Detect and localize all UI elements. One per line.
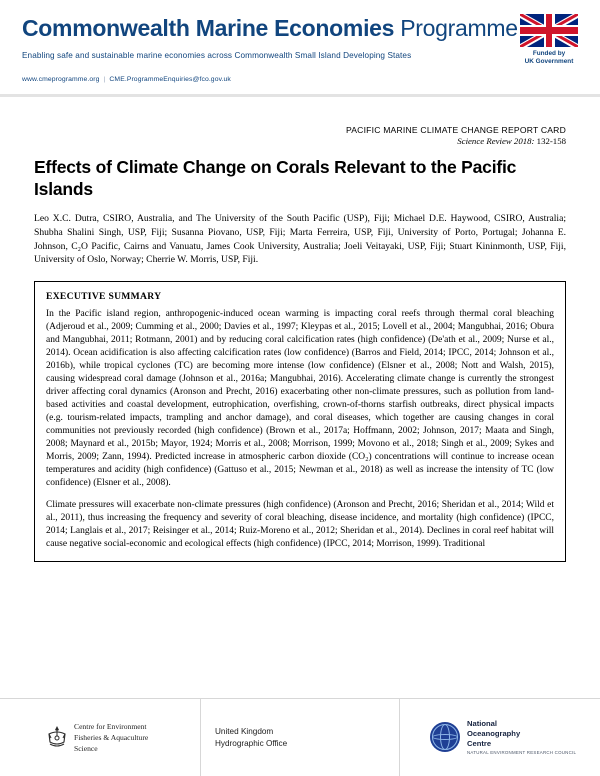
funded-by-line1: Funded by bbox=[532, 50, 566, 57]
cefas-line-1: Centre for Environment bbox=[74, 722, 147, 731]
funded-by-caption bbox=[520, 50, 578, 66]
ukho-line-2: Hydrographic Office bbox=[215, 738, 288, 748]
page-title: Effects of Climate Change on Corals Relevant to the Pacific Islands bbox=[34, 157, 517, 200]
footer-ukho bbox=[200, 699, 400, 776]
brand-title-main: Commonwealth Marine Economies bbox=[22, 15, 395, 41]
noc-subtitle: NATURAL ENVIRONMENT RESEARCH COUNCIL bbox=[467, 750, 577, 756]
ukho-line-1: United Kingdom bbox=[215, 726, 274, 736]
executive-summary-box bbox=[34, 281, 566, 562]
funded-by-block bbox=[520, 14, 578, 66]
cefas-text bbox=[74, 721, 148, 754]
funded-by-line2: UK Government bbox=[524, 58, 574, 65]
brand-email-link[interactable]: CME.ProgrammeEnquiries@fco.gov.uk bbox=[109, 76, 231, 84]
brand-website-link[interactable]: www.cmeprogramme.org bbox=[22, 76, 100, 84]
cefas-line-2: Fisheries & Aquaculture bbox=[74, 733, 149, 742]
noc-line-3: Centre bbox=[467, 738, 492, 748]
document-body bbox=[0, 97, 600, 562]
brand-title bbox=[22, 16, 578, 41]
report-card-label: PACIFIC MARINE CLIMATE CHANGE REPORT CARD bbox=[345, 125, 566, 136]
cefas-logo bbox=[46, 721, 148, 754]
footer-logos bbox=[0, 698, 600, 776]
cefas-line-3: Science bbox=[74, 744, 98, 753]
crown-icon bbox=[46, 725, 68, 751]
footer-noc bbox=[400, 699, 600, 776]
noc-logo bbox=[430, 719, 576, 756]
author-list: Leo X.C. Dutra, CSIRO, Australia, and The University of the South Pacific (USP), Fiji; Michael D.E. Haywood, CSIRO, Australia; Shubha Shalini Singh, USP, Fiji; Susanna Piovano, USP, Fiji; Marta Ferreira, USP, Fiji, University of Porto, Portugal; Johanna E. Johnson, C₂O Pacific, Cairns and Vanuatu, James Cook University, Australia; Joeli Veitayaki, USP, Fiji; Stuart Kininmonth, USP, Fiji, University of Oslo, Norway; Cherrie W. Morris, USP, Fiji. bbox=[34, 213, 566, 266]
report-reference-pages: 132-158 bbox=[534, 136, 566, 147]
globe-icon bbox=[430, 722, 460, 752]
executive-summary-paragraph-1: In the Pacific island region, anthropogenic-induced ocean warming is impacting coral reefs through thermal coral bleaching (Adjeroud et al., 2009; Cumming et al., 2000; Davies et al., 1997; Kleypas et al., 2015; Lovell et al., 2004; Mangubhai, 2016; Obura and Mangubhai, 2011; Rotmann, 2001) and by reducing coral calcification rates (high confidence) (De'ath et al., 2009; Nurse et al., 2014). Ocean acidification is also affecting calcification rates (low confidence) (Barros and Field, 2014; IPCC, 2014; Johnson et al., 2016b), while tropical cyclones (TC) are becoming more intense (low confidence) (Elsner et al., 2008; Nott and Walsh, 2015), causing widespread coral damage (Johnson et al., 2016a; Mangubhai, 2016). Accelerating climate change is currently the strongest driver affecting coral dynamics (Aronson and Precht, 2016) exacerbating other non-climate pressures, such as pollution from land-based activities and coastal development, eutrophication, overfishing, crown-of-thorns starfish outbreaks, direct physical impacts (e.g. tourism-related impacts, trampling and anchor damage), and coral diseases, which together are causing changes in coral communities not previously recorded (high confidence) (Brown et al., 2017a; Hoffmann, 2002; Johnson, 2017; Maata and Singh, 2008; Maynard et al., 2015b; Mayor, 1924; Morris et al., 2008; Morrison, 1999; Movono et al., 2018; Singh et al., 2009; Sykes and Morris, 2009; Zann, 1994). Predicted increase in atmospheric carbon dioxide (CO₂) concentrations will continue to increase ocean temperatures and acidity (high confidence) (Gattuso et al., 2015; Newman et al., 2018) as well as increase the intensity of TC (low confidence) (Elsner et al., 2008). bbox=[46, 308, 554, 488]
union-jack-icon bbox=[520, 14, 578, 47]
report-reference-series: Science Review 2018: bbox=[457, 136, 535, 147]
ukho-text bbox=[215, 726, 287, 750]
site-header bbox=[0, 0, 600, 94]
noc-text bbox=[467, 719, 576, 756]
brand-title-light: Programme bbox=[400, 15, 518, 41]
contact-separator: | bbox=[103, 76, 106, 84]
footer-cefas bbox=[0, 699, 200, 776]
brand-contact bbox=[22, 76, 578, 83]
noc-line-1: National bbox=[467, 718, 497, 728]
report-reference bbox=[34, 136, 566, 146]
brand-tagline: Enabling safe and sustainable marine economies across Commonwealth Small Island Developing States bbox=[22, 51, 412, 61]
noc-line-2: Oceanography bbox=[467, 728, 521, 738]
executive-summary-paragraph-2: Climate pressures will exacerbate non-climate pressures (high confidence) (Aronson and Precht, 2016; Sheridan et al., 2014; Wild et al., 2011), thus increasing the frequency and severity of coral bleaching, disease incidence, and mortality (high confidence) (IPCC, 2014; Langlais et al., 2017; Reisinger et al., 2014; Ruiz-Moreno et al., 2012; Sheridan et al., 2014). Declines in coral reef habitat will cause negative social-economic and ecological effects (high confidence) (IPCC, 2014; Morrison, 1999). Traditional bbox=[46, 499, 554, 549]
executive-summary-heading: EXECUTIVE SUMMARY bbox=[46, 290, 162, 302]
